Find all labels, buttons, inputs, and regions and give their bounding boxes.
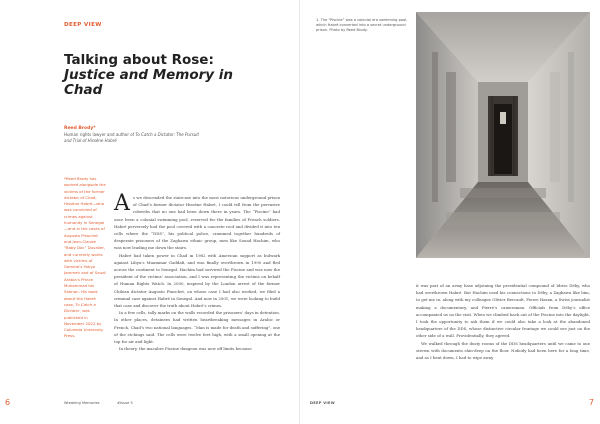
footnote-book-title: To Catch a Dictator <box>64 301 96 314</box>
article-title <box>64 53 264 98</box>
page-number-right: 7 <box>588 398 594 407</box>
footnote-text-end: , was published in November 2022 by Columbia University Press. <box>64 308 104 339</box>
paragraph-text: s we descended the staircase into the most notorious underground prison of Chad’s former dictator Hissène Habré, I could tell from the pervasive cobwebs that no one had been down there in years. The “Piscine” had once been a colonial swimming pool, reserved for the families of French soldiers. Habré perversely had the pool covered with a concrete roof and divided it into ten cells where the “DDS”, his political police, crammed together hundreds of desperate prisoners of the Zaghawa ethnic group, men like Souad Hachim, who was now leading me down the stairs. <box>114 195 280 251</box>
article-body-left <box>114 191 280 352</box>
publication-name: Wreaking Memories <box>64 401 100 405</box>
title-subtitle: Justice and Memory in Chad <box>64 67 234 98</box>
photo-caption: 1. The “Piscine” was a colonial era swimming pool, which Habré converted into a secret underground prison. Photo by Reed Brody. <box>316 18 408 32</box>
footnote-text: *Reed Brody has worked alongside the victims of the former dictator of Chad, Hissène Habré—who was convicted of crimes against humanity in Senegal—and in the cases of Augusto Pinochet and Jean-Claude “Baby Doc” Duvalier, and currently works with victims of Gambia’s Yahya Jammeh and of Saudi Arabia’s Prince Muhammad bin Salman. His book about the Habré case, <box>64 176 106 307</box>
author-bio-book: To Catch a Dictator: The Pursuit and Trial of Hissène Habré <box>64 132 199 143</box>
author-bio-text: Human rights lawyer and author of <box>64 132 136 137</box>
drop-cap: A <box>114 191 130 216</box>
section-label: DEEP VIEW <box>64 22 102 28</box>
footer-section-label: DEEP VIEW <box>310 401 336 405</box>
paragraph: it was part of an army base adjoining the presidential compound of Idriss Déby, who had overthrown Habré. But Hachim used his connections to Déby, a Zaghawa like him, to get me in, along with my colleague Olivier Bercault, Pierre Hazan, a Swiss journalist making a documentary, and Pierre’s cameraman. Officials from Déby’s office accompanied us on the visit. When we climbed back out of the Piscine into the daylight, I took the opportunity to ask them if we could also take a look at the abandoned headquarters of the DDS, whose distinctive circular frontage we could see just on the other side of a wall. Providentially, they agreed. <box>416 283 590 339</box>
paragraph <box>114 191 280 252</box>
issue-label: #Issue 5 <box>117 401 133 405</box>
paragraph: In theory, the macabre Piscine dungeon was now off limits because <box>119 346 252 352</box>
title-main: Talking about Rose: <box>64 52 214 68</box>
right-page <box>300 0 600 424</box>
paragraph: Habré had taken power in Chad in 1982 with American support as bulwark against Libya’s Muammar Gaddafi, and was finally overthrown in 1990 and fled across the continent to Senegal. Hachim had survived the Piscine and was now the president of the victims’ association, and I was representing the victims on behalf of Human Rights Watch. In 2000, inspired by the London arrest of the former Chilean dictator Augusto Pinochet, on whose case I had also worked, we filed a criminal case against Habré in Senegal. And now in 2001, we were looking to build that case and discover the truth about Habré’s crimes. <box>114 252 280 309</box>
author-name: Reed Brody* <box>64 126 96 131</box>
prison-corridor-photo <box>416 12 590 258</box>
paragraph: We walked through the dusty rooms of the DDS headquarters until we came to one strewn with documents shin-deep on the floor. Nobody had been here for a long time, and as I bent down, I had to wipe away <box>416 340 590 361</box>
article-body-right <box>416 282 590 361</box>
author-block <box>64 126 204 144</box>
author-bio <box>64 132 204 144</box>
page-number-left: 6 <box>5 398 11 407</box>
paragraph: In a few cells, tally marks on the walls recorded the prisoners’ days in detention. In other places, detainees had written heartbreaking messages in Arabic or French, Chad’s two national languages. “Man is made for death and suffering”, one of the etchings said. The cells were twelve feet high, with a small opening at the top for air and light. <box>114 310 280 345</box>
author-footnote <box>64 176 106 340</box>
